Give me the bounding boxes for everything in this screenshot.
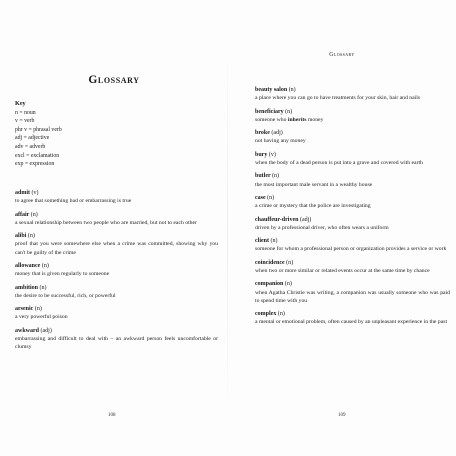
- entry-definition: not having any money: [255, 138, 306, 145]
- glossary-entry: [255, 151, 450, 167]
- entry-word: chauffeur-driven: [255, 216, 299, 223]
- entry-pos: (v): [31, 190, 39, 196]
- entry-word: case: [255, 194, 266, 201]
- entry-pos: (n): [285, 108, 293, 115]
- definition-text: money: [306, 116, 324, 123]
- entry-definition: embarrassing and difficult to deal with – an awkward person feels uncomfortable or clumsy: [15, 335, 218, 351]
- abbreviation-key: [15, 100, 215, 169]
- key-line: excl = exclamation: [15, 152, 60, 159]
- entry-pos: (n): [284, 281, 292, 288]
- entry-word: companion: [255, 281, 284, 288]
- key-line: adv = adverb: [15, 143, 46, 150]
- entry-word: butler: [255, 173, 271, 180]
- entry-definition: when two or more similar or related events occur at the same time by chance: [255, 267, 430, 274]
- entry-definition: someone for whom a professional person or organization provides a service or work: [255, 246, 447, 253]
- entry-word: arsenic: [15, 306, 34, 313]
- glossary-entry: [255, 259, 450, 275]
- glossary-entry: [15, 262, 218, 278]
- glossary-entry: [15, 284, 218, 300]
- glossary-entry: [15, 189, 218, 205]
- entry-definition: the most important male servant in a wealthy house: [255, 181, 373, 188]
- glossary-entry: [255, 310, 450, 326]
- entry-pos: (n): [34, 306, 42, 313]
- entry-word: awkward: [15, 327, 40, 334]
- key-heading: Key: [15, 100, 26, 107]
- key-line: exp = expression: [15, 161, 55, 168]
- entry-definition: a crime or mystery that the police are investigating: [255, 203, 371, 210]
- key-line: v = verb: [15, 118, 35, 125]
- entry-pos: (n): [27, 233, 35, 240]
- entry-definition: [255, 116, 450, 124]
- definition-text: someone who: [255, 116, 288, 123]
- entry-word: beneficiary: [255, 108, 284, 115]
- entry-word: ambition: [15, 284, 39, 291]
- entry-definition: a mental or emotional problem, often caused by an unpleasant experience in the past: [255, 319, 448, 326]
- glossary-entry: [255, 237, 450, 253]
- entry-definition: proof that you were somewhere else when a crime was committed, showing why you can't be guilty of the crime: [15, 241, 218, 256]
- left-entries: [15, 189, 218, 357]
- entry-word: allowance: [15, 262, 41, 269]
- entry-definition: a place where you can go to have treatments for your skin, hair and nails: [255, 95, 421, 102]
- entry-pos: (n): [277, 311, 285, 318]
- right-entries: [255, 86, 450, 332]
- entry-pos: (v): [268, 151, 276, 158]
- entry-definition: a very powerful poison: [15, 314, 68, 321]
- entry-pos: (n): [288, 87, 296, 93]
- page-number: 109: [338, 413, 346, 418]
- entry-definition: the desire to be successful, rich, or powerful: [15, 292, 116, 299]
- entry-pos: (n): [286, 259, 294, 266]
- key-line: phr v = phrasal verb: [15, 126, 62, 133]
- entry-word: coincidence: [255, 259, 285, 266]
- running-head: Glossary: [329, 52, 355, 58]
- glossary-entry: [255, 280, 450, 305]
- entry-definition: a sexual relationship between two people who are married, but not to each other: [15, 219, 197, 226]
- entry-word: bury: [255, 151, 268, 158]
- key-line: n = noun: [15, 109, 36, 116]
- entry-word: beauty salon: [255, 87, 288, 93]
- entry-pos: (n): [272, 173, 280, 180]
- entry-definition: driven by a professional driver, who often wears a uniform: [255, 224, 389, 231]
- entry-pos: (adj): [271, 130, 283, 137]
- entry-word: broke: [255, 130, 270, 137]
- entry-pos: (n): [270, 238, 278, 245]
- entry-word: affair: [15, 211, 30, 218]
- glossary-entry: [255, 129, 450, 145]
- entry-pos: (adj): [40, 327, 52, 334]
- glossary-entry: [15, 232, 218, 257]
- glossary-entry: [15, 327, 218, 352]
- glossary-title: Glossary: [88, 74, 140, 86]
- definition-keyword: inherits: [287, 116, 307, 123]
- key-line: adj = adjective: [15, 135, 50, 142]
- entry-word: admit: [15, 190, 30, 196]
- glossary-entry: [255, 194, 450, 210]
- glossary-entry: [255, 108, 450, 124]
- entry-definition: money that is given regularly to someone: [15, 271, 110, 278]
- entry-word: complex: [255, 311, 277, 318]
- entry-pos: (adj): [299, 216, 312, 223]
- entry-word: alibi: [15, 233, 27, 240]
- glossary-entry: [15, 305, 218, 321]
- entry-word: client: [255, 238, 269, 245]
- right-page: [228, 0, 456, 456]
- glossary-entry: [255, 86, 450, 102]
- entry-definition: to agree that something bad or embarrassing is true: [15, 198, 132, 205]
- entry-pos: (n): [39, 284, 47, 291]
- entry-pos: (n): [30, 211, 38, 218]
- entry-definition: when Agatha Christie was writing, a companion was usually someone who was paid to spend time with you: [255, 289, 450, 304]
- entry-definition: when the body of a dead person is put into a grave and covered with earth: [255, 159, 423, 166]
- glossary-entry: [15, 211, 218, 227]
- entry-pos: (n): [41, 262, 49, 269]
- glossary-entry: [255, 172, 450, 188]
- page-number: 108: [108, 413, 116, 418]
- entry-pos: (n): [267, 194, 275, 201]
- glossary-entry: [255, 216, 450, 232]
